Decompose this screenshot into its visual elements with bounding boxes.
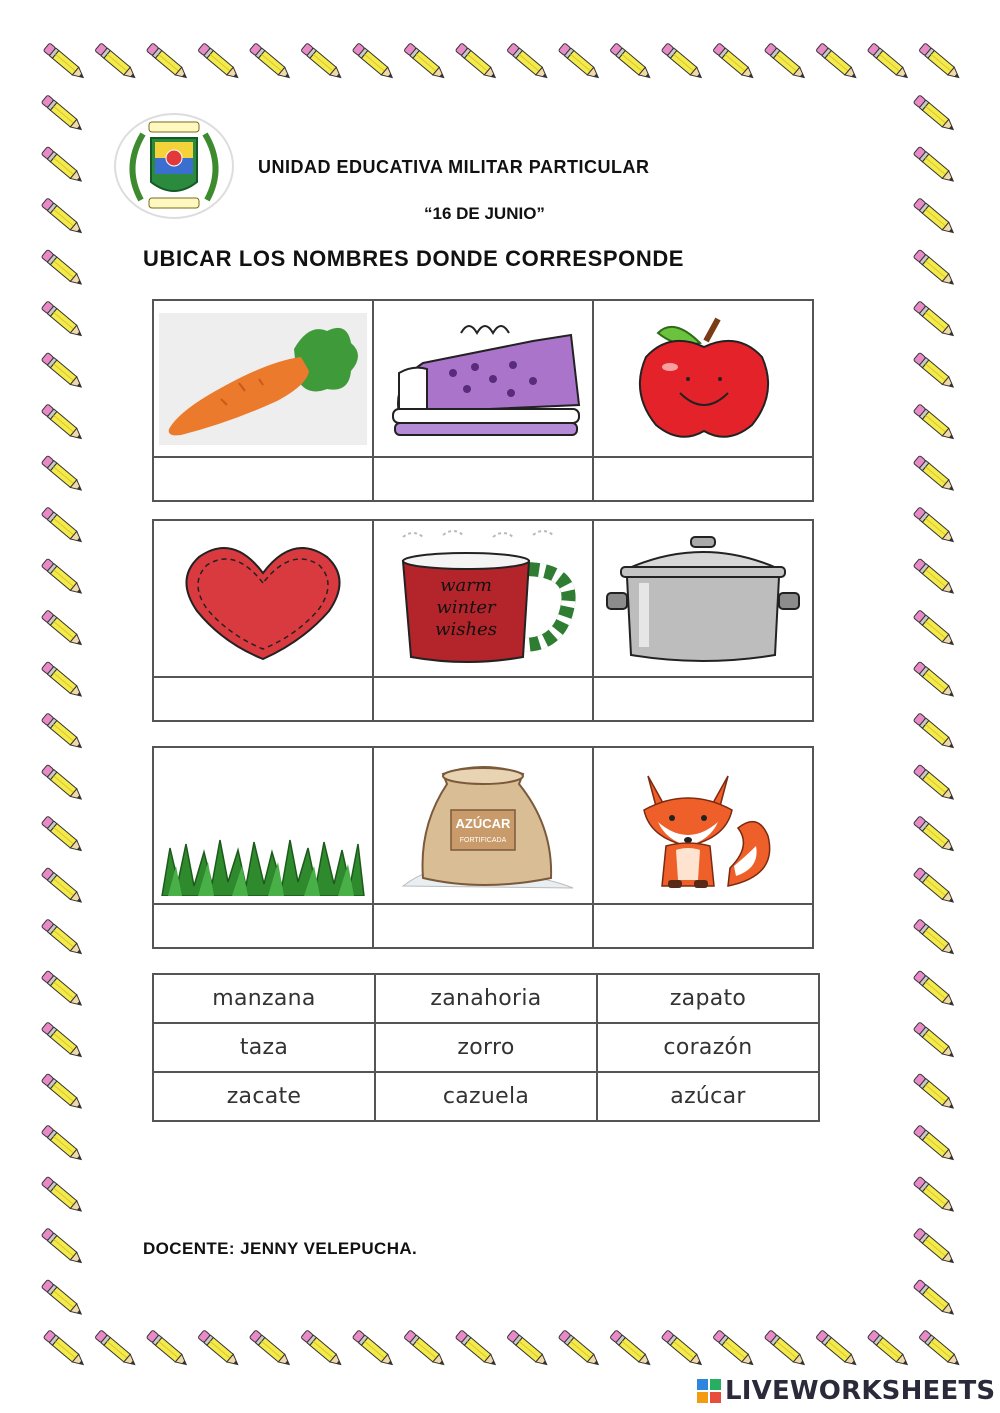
- sack-label-title: AZÚCAR: [455, 815, 511, 831]
- pencil-icon: [43, 43, 86, 82]
- picture-grid-2: [152, 519, 814, 722]
- pencil-icon: [404, 1330, 447, 1369]
- pencil-icon: [249, 43, 292, 82]
- pencil-icon: [95, 1330, 138, 1369]
- sugar-sack-image: [373, 747, 593, 904]
- pencil-icon: [41, 455, 84, 494]
- pencil-icon: [41, 1022, 84, 1061]
- picture-grid-1: [152, 299, 814, 502]
- pencil-icon: [41, 198, 84, 237]
- sneaker-image: [373, 300, 593, 457]
- pencil-icon: [41, 507, 84, 546]
- school-name: UNIDAD EDUCATIVA MILITAR PARTICULAR: [258, 157, 650, 177]
- pencil-icon: [919, 1330, 962, 1369]
- pencil-icon: [41, 301, 84, 340]
- pencil-icon: [913, 1279, 956, 1318]
- pencil-icon: [198, 1330, 241, 1369]
- pencil-icon: [913, 919, 956, 958]
- answer-box-pot[interactable]: [593, 677, 813, 721]
- pencil-icon: [198, 43, 241, 82]
- pencil-icon: [610, 43, 653, 82]
- pencil-icon: [41, 713, 84, 752]
- pencil-icon: [867, 43, 910, 82]
- word-taza[interactable]: taza: [153, 1023, 375, 1072]
- answer-box-heart[interactable]: [153, 677, 373, 721]
- pencil-icon: [41, 867, 84, 906]
- pencil-icon: [41, 1073, 84, 1112]
- pencil-icon: [41, 1279, 84, 1318]
- pencil-icon: [713, 43, 756, 82]
- word-bank: [152, 973, 820, 1122]
- liveworksheets-logo-icon: [697, 1379, 721, 1403]
- pencil-icon: [913, 198, 956, 237]
- pencil-icon: [913, 455, 956, 494]
- pencil-icon: [41, 404, 84, 443]
- pencil-icon: [913, 610, 956, 649]
- pencil-icon: [913, 352, 956, 391]
- pencil-icon: [507, 43, 550, 82]
- pencil-icon: [41, 970, 84, 1009]
- pencil-icon: [146, 43, 189, 82]
- pencil-icon: [867, 1330, 910, 1369]
- apple-image: [593, 300, 813, 457]
- pencil-icon: [43, 1330, 86, 1369]
- pencil-icon: [41, 764, 84, 803]
- pencil-icon: [301, 43, 344, 82]
- pencil-icon: [913, 816, 956, 855]
- pencil-icon: [455, 1330, 498, 1369]
- liveworksheets-watermark: [697, 1377, 995, 1405]
- school-date: “16 DE JUNIO”: [424, 204, 545, 223]
- answer-box-sneaker[interactable]: [373, 457, 593, 501]
- heart-image: [153, 520, 373, 677]
- pencil-icon: [816, 43, 859, 82]
- pencil-icon: [41, 1176, 84, 1215]
- pencil-icon: [41, 610, 84, 649]
- carrot-image: [153, 300, 373, 457]
- pencil-icon: [913, 661, 956, 700]
- pencil-icon: [913, 558, 956, 597]
- pencil-icon: [41, 1228, 84, 1267]
- pencil-icon: [352, 1330, 395, 1369]
- pencil-icon: [913, 867, 956, 906]
- pencil-icon: [41, 352, 84, 391]
- pencil-icon: [913, 301, 956, 340]
- pencil-icon: [816, 1330, 859, 1369]
- answer-box-sugar[interactable]: [373, 904, 593, 948]
- teacher-name: DOCENTE: JENNY VELEPUCHA.: [143, 1239, 418, 1258]
- pencil-icon: [41, 95, 84, 134]
- pot-image: [593, 520, 813, 677]
- mug-text-line-1: warm: [440, 574, 492, 596]
- pencil-icon: [764, 43, 807, 82]
- pencil-icon: [41, 249, 84, 288]
- pencil-icon: [913, 1176, 956, 1215]
- pencil-icon: [610, 1330, 653, 1369]
- answer-box-apple[interactable]: [593, 457, 813, 501]
- pencil-icon: [913, 146, 956, 185]
- pencil-icon: [913, 970, 956, 1009]
- sack-label-subtitle: FORTIFICADA: [459, 836, 507, 844]
- fox-image: [593, 747, 813, 904]
- pencil-icon: [764, 1330, 807, 1369]
- pencil-icon: [913, 1073, 956, 1112]
- pencil-icon: [41, 1125, 84, 1164]
- mug-text-line-3: wishes: [435, 618, 497, 640]
- pencil-icon: [558, 1330, 601, 1369]
- pencil-icon: [913, 1125, 956, 1164]
- pencil-icon: [352, 43, 395, 82]
- pencil-icon: [913, 764, 956, 803]
- instruction-heading: UBICAR LOS NOMBRES DONDE CORRESPONDE: [143, 246, 685, 271]
- word-zacate[interactable]: zacate: [153, 1072, 375, 1121]
- mug-image: [373, 520, 593, 677]
- pencil-icon: [913, 249, 956, 288]
- word-cazuela[interactable]: cazuela: [375, 1072, 597, 1121]
- pencil-icon: [249, 1330, 292, 1369]
- pencil-icon: [713, 1330, 756, 1369]
- pencil-icon: [661, 43, 704, 82]
- pencil-icon: [95, 43, 138, 82]
- pencil-icon: [146, 1330, 189, 1369]
- word-zorro[interactable]: zorro: [375, 1023, 597, 1072]
- answer-box-grass[interactable]: [153, 904, 373, 948]
- word-manzana[interactable]: manzana: [153, 974, 375, 1023]
- pencil-icon: [913, 1228, 956, 1267]
- watermark-text: LIVEWORKSHEETS: [725, 1376, 996, 1406]
- pencil-icon: [913, 713, 956, 752]
- pencil-icon: [913, 404, 956, 443]
- pencil-icon: [301, 1330, 344, 1369]
- pencil-icon: [558, 43, 601, 82]
- pencil-icon: [913, 95, 956, 134]
- pencil-icon: [913, 507, 956, 546]
- word-zapato[interactable]: zapato: [597, 974, 819, 1023]
- pencil-icon: [507, 1330, 550, 1369]
- pencil-icon: [919, 43, 962, 82]
- grass-image: [153, 747, 373, 904]
- word-zanahoria[interactable]: zanahoria: [375, 974, 597, 1023]
- pencil-icon: [41, 558, 84, 597]
- pencil-icon: [41, 146, 84, 185]
- pencil-icon: [41, 661, 84, 700]
- answer-box-carrot[interactable]: [153, 457, 373, 501]
- pencil-icon: [455, 43, 498, 82]
- picture-grid-3: [152, 746, 814, 949]
- answer-box-mug[interactable]: [373, 677, 593, 721]
- pencil-icon: [661, 1330, 704, 1369]
- school-logo: [113, 112, 235, 220]
- word-azucar[interactable]: azúcar: [597, 1072, 819, 1121]
- mug-text-line-2: winter: [436, 596, 496, 618]
- pencil-icon: [404, 43, 447, 82]
- word-corazon[interactable]: corazón: [597, 1023, 819, 1072]
- pencil-icon: [41, 919, 84, 958]
- pencil-icon: [41, 816, 84, 855]
- pencil-icon: [913, 1022, 956, 1061]
- answer-box-fox[interactable]: [593, 904, 813, 948]
